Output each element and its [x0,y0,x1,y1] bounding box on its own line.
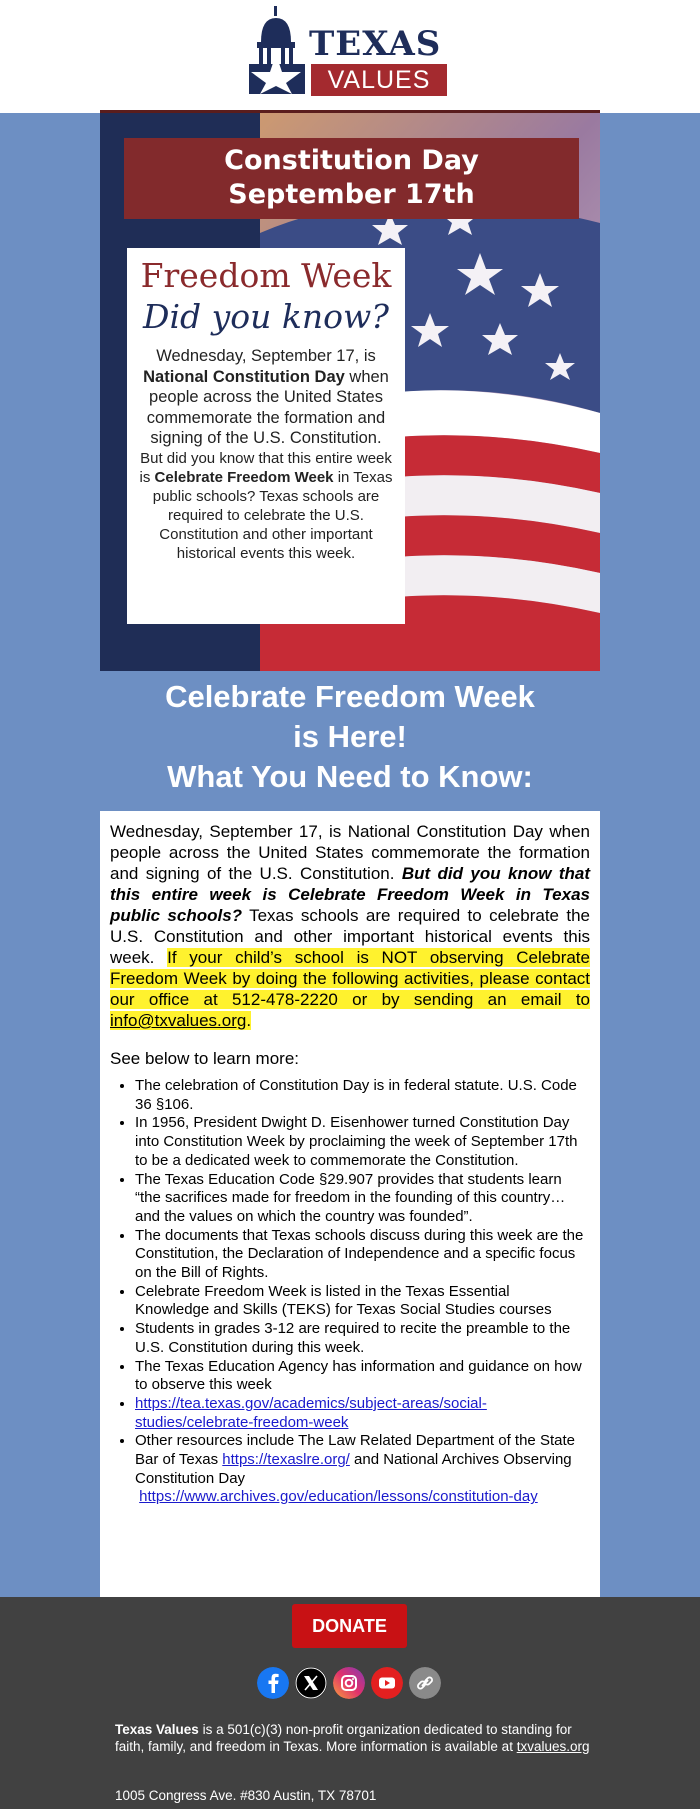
card-p1-text-c: when people across the United States commemorate the formation and signing of the U.S. Constitution. [146,367,389,447]
footer-description [115,1721,595,1755]
site-link[interactable]: txvalues.org [516,1739,590,1754]
social-icons [257,1667,447,1699]
heading-line-3: What You Need to Know: [167,759,533,794]
org-name: Texas Values [115,1722,199,1737]
facts-list [100,1077,600,1507]
card-p2-text-c: in Texas public schools? Texas schools are required to celebrate the U.S. Constitution and other important historical events this week. [152,468,393,562]
email-link[interactable]: info@txvalues.org [110,1011,247,1030]
list-item: • Students in grades 3-12 are required to recite the preamble to the U.S. Constitution during this week. [135,1320,600,1357]
hero-image [100,110,600,671]
card-p1-text-a: Wednesday, September 17, is [156,347,376,365]
content-panel [100,811,600,1598]
list-item: • The celebration of Constitution Day is in federal statute. U.S. Code 36 §106. [135,1077,600,1114]
banner-line-1: Constitution Day [224,145,479,176]
list-item [135,1395,600,1432]
header [0,0,700,113]
highlighted-notice [110,948,590,1030]
heading-line-1: Celebrate Freedom Week [165,679,535,714]
list-item: • Celebrate Freedom Week is listed in the Texas Essential Knowledge and Skills (TEKS) for Texas Social Studies courses [135,1283,600,1320]
highlight-text: If your child’s school is NOT observing Celebrate Freedom Week by doing the following activities, please contact our office at 512-478-2220 or by sending an email to [110,948,590,1009]
card-p2-bold: Celebrate Freedom Week [154,468,334,486]
facebook-icon[interactable] [257,1667,289,1699]
capitol-star-icon [247,6,309,94]
texas-values-logo[interactable] [247,6,457,94]
logo-word-texas: TEXAS [309,24,442,64]
tea-link[interactable]: https://tea.texas.gov/academics/subject-areas/social-studies/celebrate-freedom-week [135,1394,487,1431]
texaslre-link[interactable]: https://texaslre.org/ [222,1451,350,1469]
archives-link[interactable]: https://www.archives.gov/education/lessons/constitution-day [139,1488,538,1506]
main-heading [0,677,700,797]
card-subtitle: Did you know? [143,297,389,336]
freedom-week-card [127,248,405,624]
org-description: is a 501(c)(3) non-profit organization dedicated to standing for faith, family, and freedom in Texas. More information is available at [115,1722,572,1754]
footer-address: 1005 Congress Ave. #830 Austin, TX 78701 [115,1788,377,1803]
resources-text-a: Other resources include The Law Related Department of the State Bar of Texas [135,1432,575,1469]
constitution-day-banner [124,138,579,219]
highlight-end: . [246,1011,252,1030]
link-icon[interactable] [409,1667,441,1699]
heading-line-2: is Here! [293,719,407,754]
list-item: • The Texas Education Agency has information and guidance on how to observe this week [135,1358,600,1395]
list-item [135,1432,600,1507]
intro-text-2: Texas schools are required to celebrate the U.S. Constitution and other important historical events this week. [110,906,590,967]
card-p1-bold: National Constitution Day [143,367,345,386]
intro-paragraph [110,821,590,1031]
list-item: • In 1956, President Dwight D. Eisenhower turned Constitution Day into Constitution Week by proclaiming the week of September 17th to be a dedicated week to commemorate the Constitution. [135,1114,600,1170]
card-paragraph-2 [135,449,397,563]
intro-emphasis: But did you know that this entire week is Celebrate Freedom Week in Texas public schools? [110,864,590,925]
banner-line-2: September 17th [228,179,475,210]
logo-word-values: VALUES [311,64,447,96]
x-icon[interactable] [295,1667,327,1699]
card-title: Freedom Week [140,256,392,295]
see-below-label: See below to learn more: [110,1049,299,1068]
intro-text-1: Wednesday, September 17, is National Constitution Day when people across the United States commemorate the formation and signing of the U.S. Constitution. [110,822,590,883]
resources-text-b: and National Archives Observing Constitution Day [135,1451,572,1487]
instagram-icon[interactable] [333,1667,365,1699]
list-item: • The documents that Texas schools discuss during this week are the Constitution, the Declaration of Independence and a specific focus on the Bill of Rights. [135,1227,600,1283]
donate-button[interactable]: DONATE [292,1604,407,1648]
footer [0,1597,700,1809]
card-paragraph-1 [135,346,397,449]
list-item: • The Texas Education Code §29.907 provides that students learn “the sacrifices made for freedom in the founding of this country… and the values on which the country was founded”. [135,1171,600,1227]
card-p2-text-a: But did you know that this entire week is [139,449,392,486]
youtube-icon[interactable] [371,1667,403,1699]
